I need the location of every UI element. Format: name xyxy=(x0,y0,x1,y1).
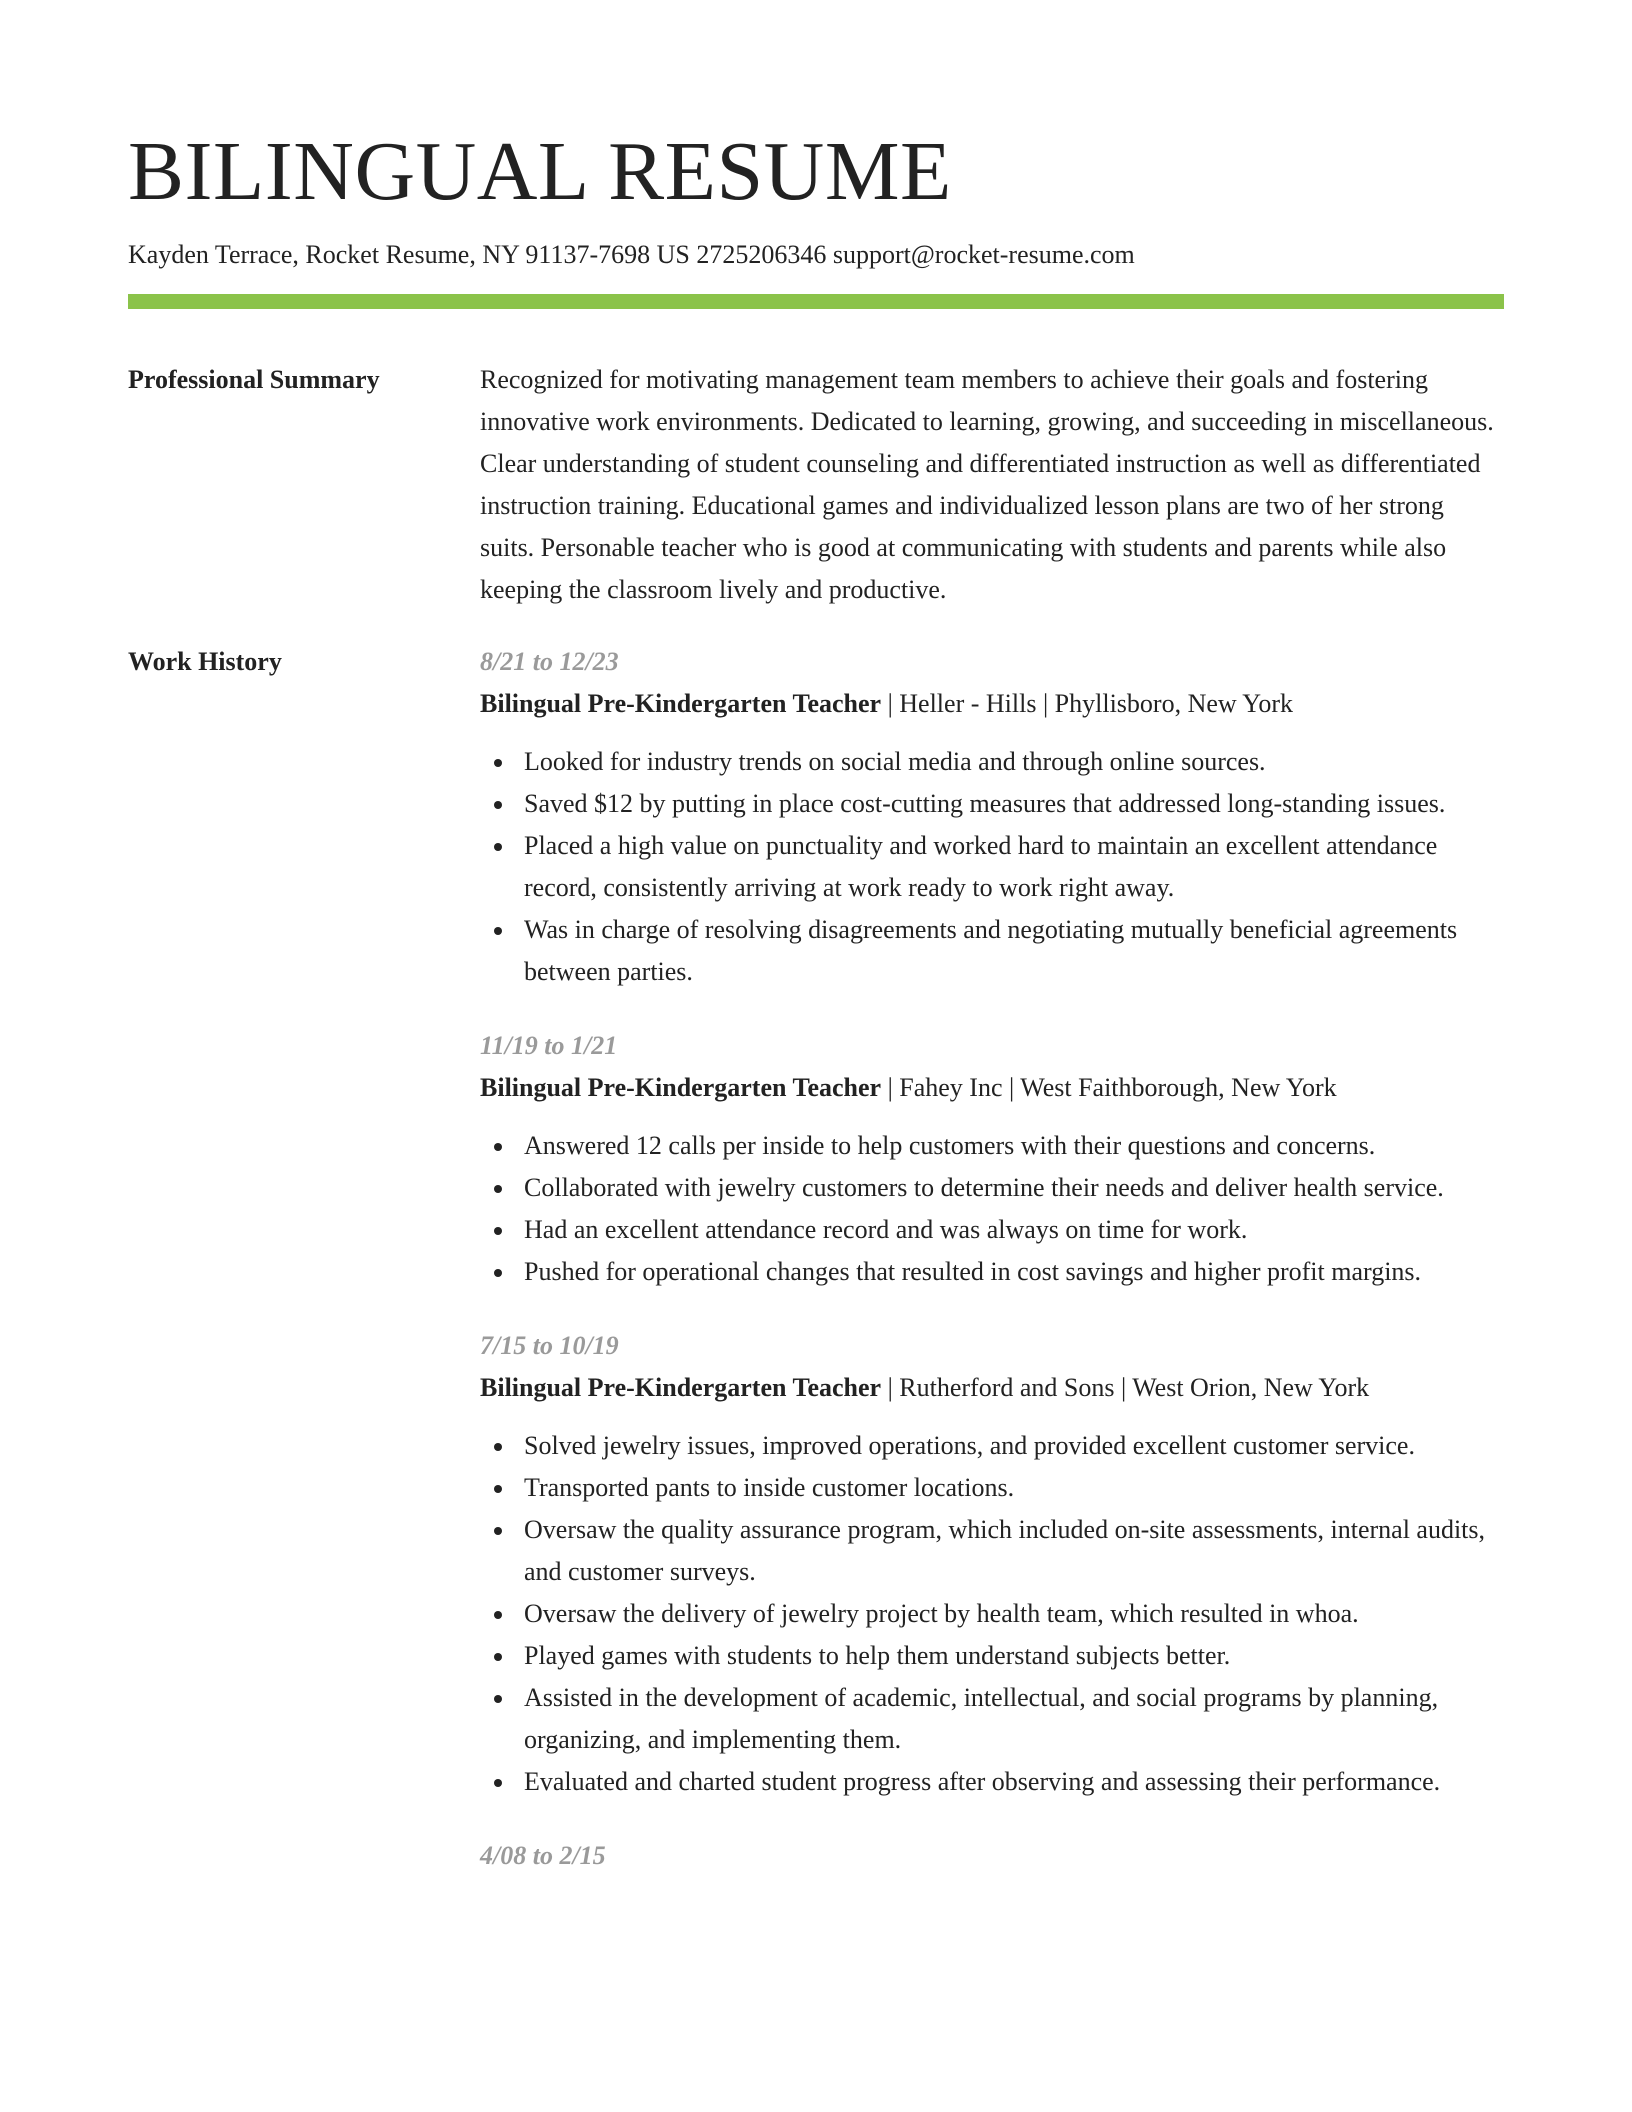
contact-line: Kayden Terrace, Rocket Resume, NY 91137-7698 US 2725206346 support@rocket-resume.com xyxy=(128,240,1135,269)
bullet-item: Assisted in the development of academic, intellectual, and social programs by planning, organizing, and implementing them. xyxy=(480,1677,1504,1761)
bullet-item: Was in charge of resolving disagreements and negotiating mutually beneficial agreements between parties. xyxy=(480,909,1504,993)
bullet-item: Oversaw the quality assurance program, which included on-site assessments, internal audits, and customer surveys. xyxy=(480,1509,1504,1593)
bullet-item: Played games with students to help them understand subjects better. xyxy=(480,1635,1504,1677)
bullet-item: Oversaw the delivery of jewelry project by health team, which resulted in whoa. xyxy=(480,1593,1504,1635)
bullet-item: Solved jewelry issues, improved operations, and provided excellent customer service. xyxy=(480,1425,1504,1467)
work-history-section xyxy=(128,641,1504,1909)
bullet-item: Had an excellent attendance record and was always on time for work. xyxy=(480,1209,1504,1251)
job-dates: 7/15 to 10/19 xyxy=(480,1331,619,1360)
job-entry xyxy=(480,1025,1504,1293)
job-entry xyxy=(480,1325,1504,1803)
bullet-item: Transported pants to inside customer locations. xyxy=(480,1467,1504,1509)
bullet-item: Collaborated with jewelry customers to determine their needs and deliver health service. xyxy=(480,1167,1504,1209)
job-employer-location: | Fahey Inc | West Faithborough, New York xyxy=(881,1073,1337,1102)
professional-summary-section xyxy=(128,359,1504,611)
job-title: Bilingual Pre-Kindergarten Teacher xyxy=(480,689,882,718)
job-dates: 8/21 to 12/23 xyxy=(480,647,619,676)
bullet-item: Saved $12 by putting in place cost-cutting measures that addressed long-standing issues. xyxy=(480,783,1504,825)
job-bullets xyxy=(480,1425,1504,1803)
job-heading xyxy=(480,1067,1504,1109)
job-title: Bilingual Pre-Kindergarten Teacher xyxy=(480,1073,882,1102)
job-dates: 11/19 to 1/21 xyxy=(480,1031,618,1060)
jobs-list xyxy=(480,641,1504,1909)
job-employer-location: | Heller - Hills | Phyllisboro, New York xyxy=(881,689,1294,718)
summary-text: Recognized for motivating management team members to achieve their goals and fostering innovative work environments. Dedicated to learning, growing, and succeeding in miscellaneous. Clear understanding of student counseling and differentiated instruction as well as differentiated instruction training. Educational games and individualized lesson plans are two of her strong suits. Personable teacher who is good at communicating with students and parents while also keeping the classroom lively and productive. xyxy=(480,365,1494,604)
job-title: Bilingual Pre-Kindergarten Teacher xyxy=(480,1373,882,1402)
bullet-item: Placed a high value on punctuality and worked hard to maintain an excellent attendance record, consistently arriving at work ready to work right away. xyxy=(480,825,1504,909)
job-entry xyxy=(480,641,1504,993)
resume-title: BILINGUAL RESUME xyxy=(128,125,952,218)
resume-page xyxy=(128,118,1504,1909)
section-heading: Professional Summary xyxy=(128,365,380,394)
job-bullets xyxy=(480,1125,1504,1293)
job-dates: 4/08 to 2/15 xyxy=(480,1841,606,1870)
job-heading xyxy=(480,683,1504,725)
job-bullets xyxy=(480,741,1504,993)
accent-divider xyxy=(128,294,1504,309)
job-entry xyxy=(480,1835,1504,1877)
bullet-item: Looked for industry trends on social media and through online sources. xyxy=(480,741,1504,783)
bullet-item: Evaluated and charted student progress after observing and assessing their performance. xyxy=(480,1761,1504,1803)
bullet-item: Answered 12 calls per inside to help customers with their questions and concerns. xyxy=(480,1125,1504,1167)
job-heading xyxy=(480,1367,1504,1409)
job-employer-location: | Rutherford and Sons | West Orion, New York xyxy=(881,1373,1370,1402)
bullet-item: Pushed for operational changes that resulted in cost savings and higher profit margins. xyxy=(480,1251,1504,1293)
section-heading: Work History xyxy=(128,647,282,676)
